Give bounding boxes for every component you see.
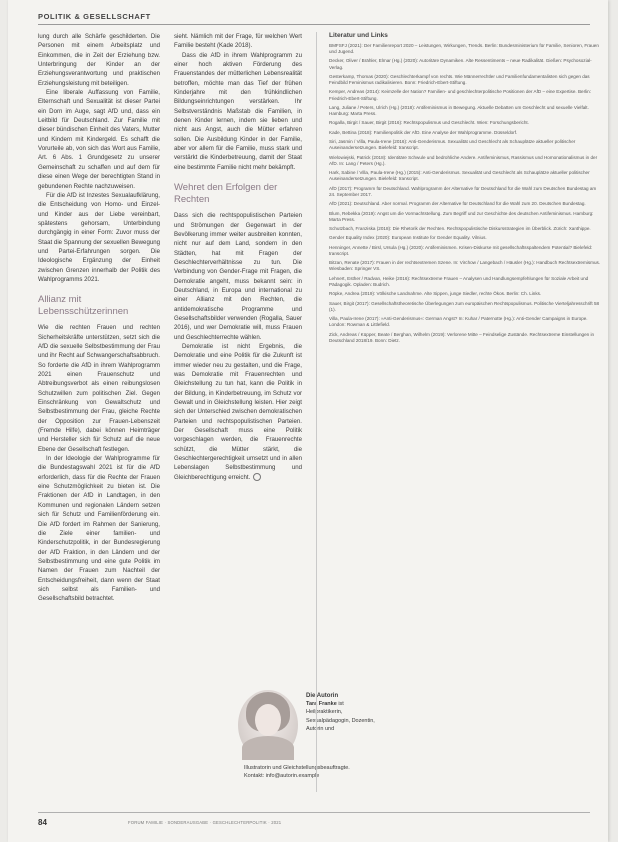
reference-entry: Gender Equality Index (2020): European Institute for Gender Equality. Vilnius. — [329, 235, 487, 241]
reference-entry: AfD (2021): Deutschland. Aber normal. Programm der Alternative für Deutschland für die Wahl zum 20. Deutschen Bundestag. — [329, 201, 586, 207]
reference-entry: Schutzbach, Franziska (2018): Die Rhetorik der Rechten. Rechtspopulistische Diskursstrategien im Überblick. Zürich: Xanthippe. — [329, 226, 591, 232]
sidebar-title: Literatur und Links — [329, 32, 388, 39]
reference-entry: Lehnert, Esther / Radvan, Heike (2016): Rechtsextreme Frauen – Analysen und Handlungsempfehlungen für Soziale Arbeit und Pädagogik. Opladen: Budrich. — [329, 275, 589, 287]
reference-entry: Lang, Juliane / Peters, Ulrich (Hg.) (2018): Antifeminismus in Bewegung. Aktuelle Debatten um Geschlecht und sexuelle Vielfalt. Hamburg: Marta Press. — [329, 104, 589, 117]
col2-paragraph-3: Dass sich die rechtspopulistischen Parteien und Strömungen der Gegenwart in der Bevölkerung immer weiter ausbreiten konnten, nicht nur auf dem Land, sondern in den Städten, hat mit Fragen der Geschlechterverhältnisse zu tun. Die Verbindung von Gender-Frage mit Fragen, die Demokratie angeht, muss bekannt sein: in Deutschland, in Europa und international zu einer Allianz mit den Rechten, die antidemokratische Programme und Gesellschaftsbilder verwenden (Rogalla, Sauer 2016), und wer Demokratie will, muss Frauen und Geschlechterrechte wählen. — [174, 212, 302, 341]
magazine-page — [8, 0, 608, 842]
reference-entry: Wielowiejski, Patrick (2018): Identitäre Schwule und bedrohliche Andere. Antifeminismus, Rassismus und Homonationalismus in der AfD. In: Lang / Peters (Hg.). — [329, 154, 598, 166]
footer-line: FORUM FAMILIE · SONDERAUSGABE · GESCHLECHTERPOLITIK · 2021 — [128, 820, 282, 825]
reference-entry: BMFSFJ (2021): Der Familienreport 2020 – Leistungen, Wirkungen, Trends. Berlin: Bundesministerium für Familie, Senioren, Frauen und Jugend. — [329, 43, 599, 55]
author-name: Tara Franke — [306, 701, 337, 708]
author-portrait — [238, 690, 298, 760]
reference-entry: Rogalla, Birgit / Sauer, Birgit (2016): Rechtspopulismus und Geschlecht. Wien: Forschungsbericht. — [329, 120, 529, 126]
col1-paragraph-3: Für die AfD ist Inzestes Sexualaufklärung, die Entscheidung von Homo- und Einzel- und Kinder aus der Liebe vereinbart, spätestens gehorsam, Unterbindung durchgängig in einer Form: Zuvor muss der Staat die Spannung der sexuellen Bewegung und Partei-Erfahrungen sorgen. Die Ideologische Ergänzung der Einheit zwischen Grenzen innerhalb der Politik des Wahlprogramms 2021. — [38, 191, 160, 283]
col1-paragraph-2: Eine liberale Auffassung von Familie, Elternschaft und Sexualität ist dieser Partei ein Dorn im Auge, sagt AfD und, dass ein Leitbild für Deutschland. Zur Familie mit dieser bündischen Einheit des Vaters, Mutter und Kindern mit Kindergeld. Es schafft die Vorurteile ab, von sich das Wort aus Familie, Art. 6 Abs. 1 Grundgesetz zu unserer Gemeinschaft zu schaffen und auf dem für diese einen Wege der berechtigten Stand in gebundenen Rechte nachzuweisen. — [38, 89, 160, 190]
author-label: Die Autorin — [306, 693, 339, 699]
col2-paragraph-4-text: Demokratie ist nicht Ergebnis, die Demokratie und eine Politik für die Zukunft ist immer wieder neu zu gestalten, und die Frage, was Demokratie mit Frauenrechten und Gleichstellung zu tun hat, kann die Politik in der Bildung, in Kinderbetreuung, im Schutz vor Gewalt und in Gleichstellung leisten. Hier zeigt sich der Unterschied zwischen demokratischen Parteien und rechtspopulistischen Parteien. Der Gesellschaft muss eine Politik vorgeschlagen werden, die Frauenrechte schützt, die Mütter stärkt, die Geschlechtergerechtigkeit umsetzt und in allen Lebenslagen Selbstbestimmung und Gleichberechtigung erreicht. — [174, 342, 302, 481]
reference-entry: Röpke, Andrea (2019): Völkische Landnahme. Alte Sippen, junge Siedler, rechte Ökos. Berlin: Ch. Links. — [329, 291, 542, 297]
reference-entry: Gesterkamp, Thomas (2020): Geschlechterkampf von rechts. Wie Männerrechtler und Familienfundamentalisten sich gegen das Feindbild Feminismus radikalisieren. Bonn: Friedrich-Ebert-Stiftung. — [329, 73, 590, 86]
author-bio-line: Illustratorin und Gleichstellungsbeauftragte. — [244, 765, 350, 771]
literature-sidebar — [316, 32, 602, 792]
reference-entry: Bitzan, Renate (2017): Frauen in der rechtsextremen Szene. In: Virchow / Langebach / Häusler (Hg.): Handbuch Rechtsextremismus. Wiesbaden: Springer VS. — [329, 260, 601, 272]
reference-entry: Blum, Rebekka (2019): Angst um die Vormachtstellung. Zum Begriff und zur Geschichte des deutschen Antifeminismus. Hamburg: Marta Press. — [329, 210, 594, 222]
header-rule — [38, 24, 590, 25]
reference-entry: Kemper, Andreas (2014): Keimzelle der Nation? Familien- und geschlechterpolitische Positionen der AfD – eine Expertise. Berlin: Friedrich-Ebert-Stiftung. — [329, 89, 591, 101]
article-end-icon — [253, 473, 261, 481]
col1-paragraph-1: lung durch alle Schärfe geschilderten. Die Personen mit einem Arbeitsplatz und Einkommen, die in Zeit der Erziehung bzw. Unterbringung der Kinder an der Erziehungsverantwortung und praktischen Erziehungsleistung mit beteiligen. — [38, 33, 160, 87]
col2-paragraph-2: Dass die AfD in ihrem Wahlprogramm zu einer hoch aktiven Förderung des Frauenstandes der mütterlichen Lebensrealität betroffen, möchte man das Tief der frühen Kinderjahre mit den frühkindlichen Bildungseinrichtungen verstärken. Ihr Selbstverständnis Maßstab die Familien, in denen Kinder lernen, indem sie lieben und nicht aus Angst, auch die Mütter erfahren sollen. Die Ausbildung Kinder in der Familie, aber vor allem für die Familie, muss stark und verstärkt die Kinderbetreuung, damit der Staat eine bestimmte Familie nicht mehr bekämpft. — [174, 51, 302, 171]
reference-entry: Kade, Bettina (2018): Familienpolitik der AfD. Eine Analyse der Wahlprogramme. Düsseldorf. — [329, 129, 518, 135]
footer-rule — [38, 812, 590, 813]
reference-entry: Villa, Paula-Irene (2017): »Anti-Genderismus«: German Angst? In: Kuhar / Paternotte (Hg.): Anti-Gender Campaigns in Europe. London: Rowman & Littlefield. — [329, 316, 588, 328]
col2-paragraph-4 — [174, 342, 302, 482]
col2-subheading: Wehret den Erfolgen der Rechten — [174, 182, 278, 205]
col1-paragraph-4: Wie die rechten Frauen und rechten Sicherheitskräfte unterstützen, setzt sich die AfD die sexuelle Selbstbestimmung der Frau und ihr Recht auf Schwangerschaftsabbruch. So forderte die AfD in ihrem Wahlprogramm 2021 einen Frauenschutz und Abtreibungsverbot als einen reibungslosen Schutzwillen zum politischen Ziel. Gegen Einschränkung von Gewaltschutz und Selbstbestimmung der Frau, gleiche Rechte der Opposition zur Frauen-Lebenszeit (Fremde Hilfe), dabei können Heimträger und Hersteller sich für Schutz auf die neue Ebene der Gesellschaft festlegen. — [38, 324, 160, 453]
reference-entry: Siri, Jasmin / Villa, Paula-Irene (2016): Anti-Genderismus. Sexualität und Geschlecht als Schauplätze aktueller politischer Auseinandersetzungen. Bielefeld: transcript. — [329, 139, 576, 151]
author-contact: Kontakt: info@autorin.example — [244, 773, 320, 780]
portrait-face — [255, 704, 281, 736]
reference-entry: Henninger, Annette / Birsl, Ursula (Hg.) (2020): Antifeminismen. Krisen-Diskurse mit gesellschaftsspaltendem Potential? Bielefeld: transcript. — [329, 244, 593, 256]
article-column-1 — [38, 32, 160, 604]
author-bio-short: ist Heilpraktikerin, Sexualpädagogin, Dozentin, Autorin und — [306, 701, 375, 732]
col1-subheading: Allianz mit Lebensschützerinnen — [38, 294, 129, 317]
reference-entry: Zick, Andreas / Küpper, Beate / Berghan, Wilhelm (2019): Verlorene Mitte – Feindselige Zustände. Rechtsextreme Einstellungen in Deutschland 2018/19. Bonn: Dietz. — [329, 331, 595, 343]
reference-entry: Hark, Sabine / Villa, Paula-Irene (Hg.) (2015): Anti-Genderismus. Sexualität und Geschlecht als Schauplätze aktueller politischer Auseinandersetzungen. Bielefeld: transcript. — [329, 170, 590, 182]
article-column-2 — [174, 32, 302, 482]
reference-entry: AfD (2017): Programm für Deutschland. Wahlprogramm der Alternative für Deutschland für die Wahl zum Deutschen Bundestag am 24. September 2017. — [329, 185, 597, 197]
reference-list — [329, 43, 602, 344]
page-number: 84 — [38, 818, 47, 827]
col2-paragraph-1: sieht. Nämlich mit der Frage, für welchen Wert Familie besteht (Kade 2018). — [174, 33, 302, 50]
portrait-shoulders — [242, 736, 294, 760]
reference-entry: Sauer, Birgit (2017): Gesellschaftstheoretische Überlegungen zum europäischen Rechtspopulismus. Politische Vierteljahresschrift 58 (1). — [329, 300, 600, 312]
col1-paragraph-5: In der Ideologie der Wahlprogramme für die Bundestagswahl 2021 ist für die AfD erforderlich, dass für die Rechte der Frauen eine Schutzmöglichkeit zu bieten ist. Die Fraktionen der AfD in Landtagen, in den Kommunen und regionalen Ländern setzen sich für Schutz und Familienförderung ein. Die AfD fordert im Rahmen der Sanierung, die Ziele einer familien- und Kinderschutzpolitik, in der Bundesregierung der AfD Fraktion, in den Ländern und der Selbstbestimmung und eine gute Politik im Namen der Frauen zum Nachteil der Entscheidungsfreiheit, dann wenn der Staat sich selbst als Familien- und Gesellschaftsbild betrachtet. — [38, 455, 160, 603]
reference-entry: Decker, Oliver / Brähler, Elmar (Hg.) (2020): Autoritäre Dynamiken. Alte Ressentiments – neue Radikalität. Gießen: Psychosozial-Verlag. — [329, 58, 592, 70]
section-header: POLITIK & GESELLSCHAFT — [38, 12, 151, 21]
